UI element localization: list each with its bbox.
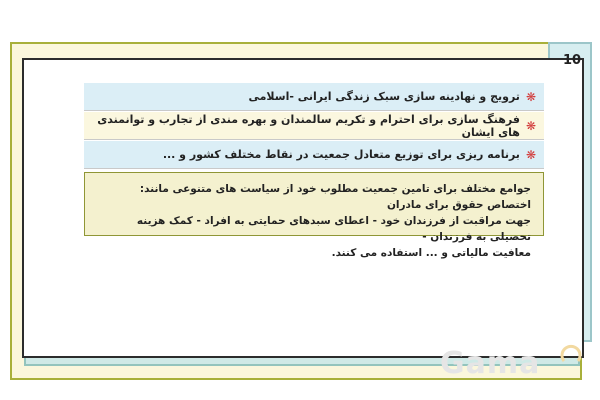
list-item-text: فرهنگ سازی برای احترام و تکریم سالمندان و بهره مندی از تجارب و توانمندی های ایشان <box>97 112 520 139</box>
note-line: معافیت مالیاتی و ... استفاده می کنند. <box>331 247 531 259</box>
list-item <box>84 112 544 140</box>
list-item-text: برنامه ریزی برای توزیع متعادل جمعیت در نقاط مختلف کشور و ... <box>162 148 520 161</box>
list-item <box>84 141 544 169</box>
note-line: جهت مراقبت از فرزندان خود - اعطای سبدهای حمایتی به افراد - کمک هزینه تحصیلی به فرزندان - <box>136 215 531 243</box>
bullet-icon: ❋ <box>525 118 536 133</box>
bullet-icon: ❋ <box>525 147 536 162</box>
watermark-logo-icon <box>560 343 582 365</box>
list-item <box>84 83 544 111</box>
page-number: 10 <box>562 52 582 68</box>
note-line: جوامع مختلف برای تامین جمعیت مطلوب خود از سیاست های متنوعی مانند: اختصاص حقوق برای مادران <box>139 183 531 211</box>
watermark-text: Gama <box>440 346 541 381</box>
list-item-text: ترویج و نهادینه سازی سبک زندگی ایرانی -اسلامی <box>248 90 520 103</box>
note-box <box>84 172 544 259</box>
bullet-icon: ❋ <box>525 89 536 104</box>
